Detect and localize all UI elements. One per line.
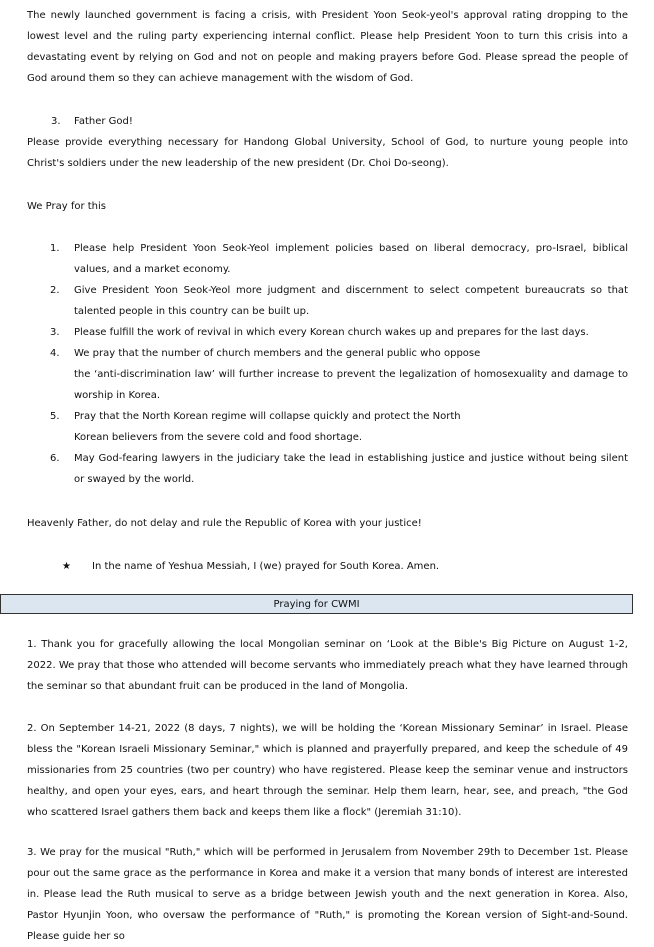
amen-line [62, 556, 439, 577]
list-item [27, 280, 628, 322]
list-item-number: 4. [50, 348, 60, 359]
list-item-number: 1. [50, 243, 60, 254]
list-item [27, 343, 628, 406]
list-item-line: the ‘anti-discrimination law’ will further increase to prevent the legalization of homosexuality and damage to worship in Korea. [74, 369, 628, 401]
list-item [27, 406, 628, 448]
item-3-heading-text: Father God! [74, 116, 133, 127]
intro-paragraph: The newly launched government is facing a crisis, with President Yoon Seok-yeol's approval rating dropping to the lowest level and the ruling party experiencing internal conflict. Please help President Yoon to turn this crisis into a devastating event by relying on God and not on people and making prayers before God. Please spread the people of God around them so they can achieve management with the wisdom of God. [27, 10, 628, 84]
cwmi-paragraph-2: 2. On September 14-21, 2022 (8 days, 7 nights), we will be holding the ‘Korean Missionary Seminar’ in Israel. Please bless the "Korean Israeli Missionary Seminar," which is planned and prayerfully prepared, and keep the schedule of 49 missionaries from 25 countries (two per country) who have registered. Please keep the seminar venue and instructors healthy, and open your eyes, ears, and heart through the seminar. Help them learn, hear, see, and preach, "the God who scattered Israel gathers them back and keeps them like a flock" (Jeremiah 31:10). [27, 723, 628, 818]
prayer-list [27, 238, 628, 490]
list-item-text: Please help President Yoon Seok-Yeol implement policies based on liberal democracy, pro-Israel, biblical values, and a market economy. [74, 243, 628, 275]
cwmi-paragraph-1: 1. Thank you for gracefully allowing the local Mongolian seminar on ‘Look at the Bible's Big Picture on August 1-2, 2022. We pray that those who attended will become servants who immediately preach what they have learned through the seminar so that abundant fruit can be produced in the land of Mongolia. [27, 639, 628, 692]
amen-text: In the name of Yeshua Messiah, I (we) prayed for South Korea. Amen. [92, 561, 440, 572]
item-3-number: 3. [51, 116, 61, 127]
list-item [27, 322, 628, 343]
closing-line: Heavenly Father, do not delay and rule the Republic of Korea with your justice! [27, 518, 422, 529]
list-item-number: 3. [50, 327, 60, 338]
we-pray-heading: We Pray for this [27, 201, 106, 212]
cwmi-paragraph-3: 3. We pray for the musical "Ruth," which will be performed in Jerusalem from November 29th to December 1st. Please pour out the same grace as the performance in Korea and make it a version that many bonds of interest are interested in. Please lead the Ruth musical to serve as a bridge between Jewish youth and the next generation in Korea. Also, Pastor Hyunjin Yoon, who oversaw the performance of "Ruth," is promoting the Korean version of Sight-and-Sound. Please guide her so [27, 847, 628, 942]
star-icon: ★ [62, 561, 71, 572]
item-3-heading [51, 111, 133, 132]
item-3-paragraph: Please provide everything necessary for Handong Global University, School of God, to nurture young people into Christ's soldiers under the new leadership of the new president (Dr. Choi Do-seong). [27, 137, 628, 169]
list-item-text: Give President Yoon Seok-Yeol more judgment and discernment to select competent bureaucrats so that talented people in this country can be built up. [74, 285, 628, 317]
list-item-line: Pray that the North Korean regime will collapse quickly and protect the North [74, 411, 461, 422]
list-item-line: We pray that the number of church members and the general public who oppose [74, 348, 481, 359]
list-item-line: Korean believers from the severe cold and food shortage. [74, 432, 363, 443]
list-item-text: May God-fearing lawyers in the judiciary take the lead in establishing justice and justice without being silent or swayed by the world. [74, 453, 628, 485]
list-item-number: 2. [50, 285, 60, 296]
list-item-number: 5. [50, 411, 60, 422]
list-item [27, 448, 628, 490]
section-title: Praying for CWMI [273, 598, 360, 610]
list-item-number: 6. [50, 453, 60, 464]
section-header-cwmi [0, 594, 633, 614]
list-item-text: Please fulfill the work of revival in which every Korean church wakes up and prepares for the last days. [74, 327, 589, 338]
list-item [27, 238, 628, 280]
